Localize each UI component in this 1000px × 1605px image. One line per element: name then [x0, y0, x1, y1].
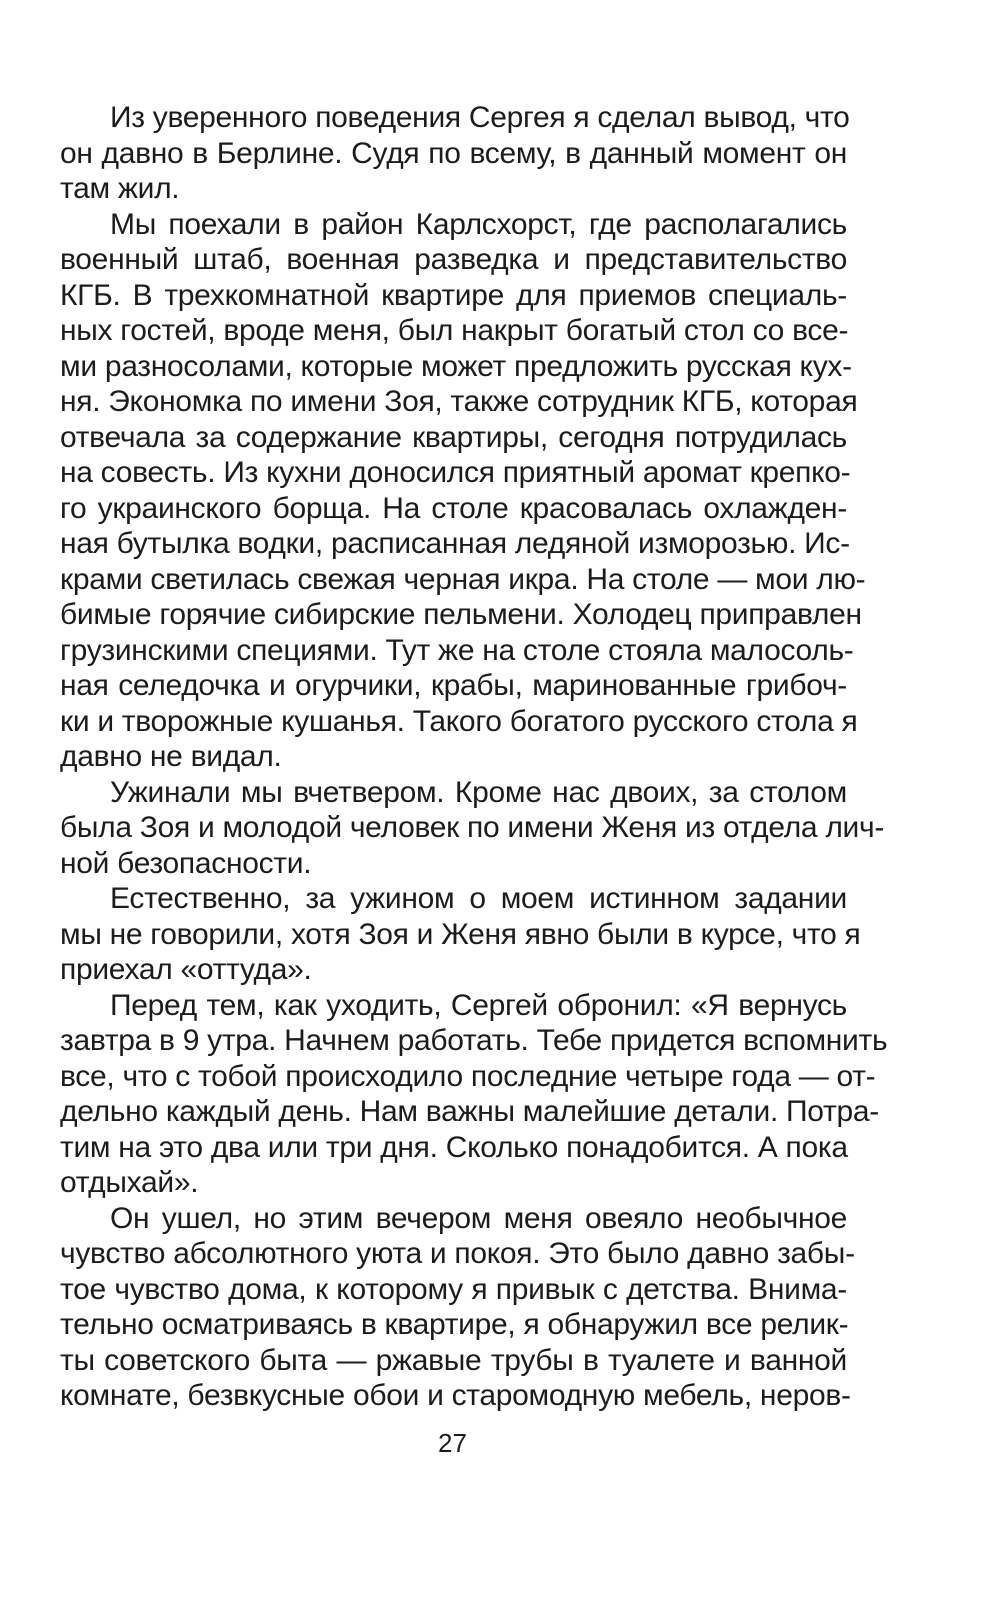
text-line: Перед тем, как уходить, Сергей обронил: «Я вернусь: [110, 988, 847, 1022]
text-line: все, что с тобой происходило последние четыре года — от-: [60, 1059, 876, 1093]
text-line: ная бутылка водки, расписанная ледяной изморозью. Ис-: [60, 527, 850, 560]
text-line: ми разносолами, которые может предложить русская кух-: [60, 349, 852, 383]
text-line: тое чувство дома, к которому я привык с детства. Внима-: [60, 1272, 847, 1306]
text-line: крами светилась свежая черная икра. На столе — мои лю-: [60, 562, 866, 596]
text-line: на совесть. Из кухни доносился приятный аромат крепко-: [60, 456, 851, 489]
text-line: комнате, безвкусные обои и старомодную мебель, неров-: [60, 1379, 851, 1412]
text-line: Ужинали мы вчетвером. Кроме нас двоих, за столом: [110, 775, 847, 809]
text-line: ты советского быта — ржавые трубы в туалете и ванной: [60, 1343, 847, 1377]
text-line: тельно осматриваясь в квартире, я обнаружил все релик-: [60, 1308, 849, 1341]
text-line: дельно каждый день. Нам важны малейшие детали. Потра-: [60, 1095, 879, 1128]
text-line: Естественно, за ужином о моем истинном задании: [110, 882, 847, 915]
text-line: мы не говорили, хотя Зоя и Женя явно были в курсе, что я: [60, 917, 861, 951]
text-line: ной безопасности.: [60, 846, 312, 880]
text-line: бимые горячие сибирские пельмени. Холодец приправлен: [60, 598, 862, 631]
text-line: военный штаб, военная разведка и представительство: [60, 243, 847, 276]
text-line: ных гостей, вроде меня, был накрыт богатый стол со все-: [60, 314, 849, 347]
text-line: ки и творожные кушанья. Такого богатого русского стола я: [60, 704, 858, 738]
text-line: ная селедочка и огурчики, крабы, маринованные грибоч-: [60, 669, 847, 702]
text-line: завтра в 9 утра. Начнем работать. Тебе придется вспомнить: [60, 1024, 888, 1057]
page-number: 27: [438, 1428, 467, 1458]
text-line: была Зоя и молодой человек по имени Женя из отдела лич-: [60, 811, 885, 844]
text-line: чувство абсолютного уюта и покоя. Это было давно забы-: [60, 1237, 855, 1270]
text-line: го украинского борща. На столе красовалась охлажден-: [60, 491, 847, 525]
text-line: Из уверенного поведения Сергея я сделал вывод, что: [110, 101, 850, 134]
text-line: Мы поехали в район Карлсхорст, где располагались: [110, 207, 847, 241]
text-line: КГБ. В трехкомнатной квартире для приемов специаль-: [60, 278, 847, 312]
text-line: давно не видал.: [60, 740, 282, 773]
text-line: там жил.: [60, 172, 180, 205]
text-line: он давно в Берлине. Судя по всему, в данный момент он: [60, 136, 847, 170]
text-line: отвечала за содержание квартиры, сегодня потрудилась: [60, 420, 847, 454]
text-line: грузинскими специями. Тут же на столе стояла малосоль-: [60, 633, 854, 667]
text-line: приехал «оттуда».: [60, 953, 312, 986]
body-text: [60, 100, 888, 1414]
text-line: Он ушел, но этим вечером меня овеяло необычное: [110, 1201, 847, 1235]
text-line: тим на это два или три дня. Сколько понадобится. А пока: [60, 1130, 848, 1164]
text-line: отдыхай».: [60, 1166, 199, 1199]
text-line: ня. Экономка по имени Зоя, также сотрудник КГБ, которая: [60, 385, 858, 418]
